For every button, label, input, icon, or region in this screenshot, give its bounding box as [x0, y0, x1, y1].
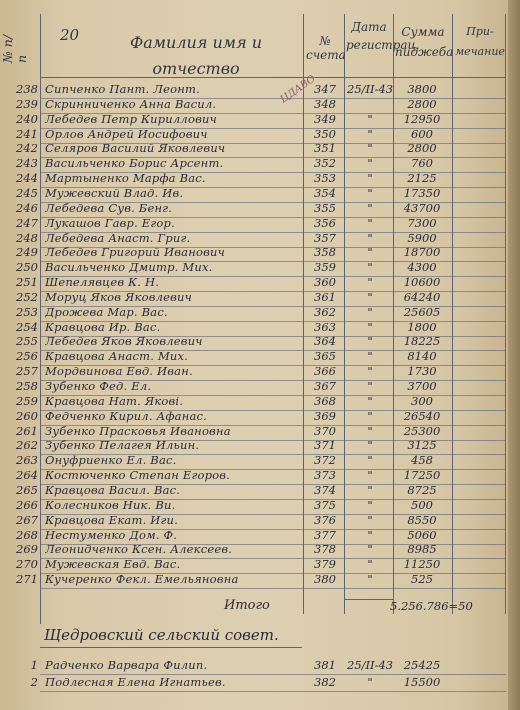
row-name: Кравцова Нат. Якові. — [45, 393, 184, 408]
row-sum: 8985 — [407, 542, 437, 557]
row-name: Мордвинова Евд. Иван. — [45, 364, 193, 379]
row-account: 355 — [314, 200, 336, 215]
row-account: 376 — [314, 512, 336, 527]
row-sum: 43700 — [403, 200, 441, 215]
row-account: 347 — [314, 82, 336, 96]
row-sum: 64240 — [403, 289, 441, 304]
row-sum: 25300 — [403, 423, 441, 438]
row-sum: 18700 — [403, 245, 441, 260]
row-account: 349 — [314, 111, 336, 126]
table-row — [0, 673, 508, 692]
row-number: 238 — [16, 82, 38, 96]
row-number: 266 — [16, 497, 38, 512]
adjacent-page-edge — [508, 0, 520, 710]
row-date: " — [367, 482, 373, 497]
table-row — [0, 656, 508, 675]
row-number: 269 — [16, 542, 38, 557]
row-account: 353 — [314, 171, 336, 186]
row-account: 366 — [314, 364, 336, 379]
row-number: 271 — [16, 572, 38, 587]
row-name: Подлесная Елена Игнатьев. — [45, 675, 226, 689]
row-number: 249 — [16, 245, 38, 260]
row-account: 364 — [314, 334, 336, 349]
row-number: 255 — [16, 334, 38, 349]
row-number: 260 — [16, 408, 38, 423]
row-sum: 17350 — [403, 185, 441, 200]
row-date: " — [367, 215, 373, 230]
row-sum: 3125 — [407, 438, 437, 453]
row-account: 352 — [314, 156, 336, 171]
row-account: 377 — [314, 527, 336, 542]
row-account: 354 — [314, 185, 336, 200]
row-date: " — [367, 364, 373, 379]
row-sum: 8725 — [407, 482, 437, 497]
row-date: " — [367, 126, 373, 141]
row-sum: 5060 — [407, 527, 437, 542]
row-name: Зубенко Прасковья Ивановна — [45, 423, 231, 438]
row-sum: 26540 — [403, 408, 441, 423]
row-account: 381 — [314, 658, 336, 672]
row-sum: 525 — [411, 572, 433, 587]
row-account: 356 — [314, 215, 336, 230]
header-name: Фамилия имя и отчество — [129, 33, 263, 78]
row-account: 365 — [314, 349, 336, 364]
row-sum: 458 — [411, 453, 433, 468]
archive-stamp: ЦДАВО — [278, 73, 318, 106]
row-account: 370 — [314, 423, 336, 438]
row-number: 252 — [16, 289, 38, 304]
row-number: 244 — [16, 171, 38, 186]
row-date: " — [367, 497, 373, 512]
row-date: " — [367, 319, 373, 334]
section-title: Щедровский сельский совет. — [44, 626, 279, 644]
row-name: Лебедева Сув. Бенг. — [45, 200, 173, 215]
row-number: 242 — [16, 141, 38, 156]
row-account: 372 — [314, 453, 336, 468]
row-name: Онуфриенко Ел. Вас. — [45, 453, 177, 468]
row-date: " — [367, 141, 373, 156]
row-account: 357 — [314, 230, 336, 245]
row-name: Колесников Ник. Ви. — [45, 497, 176, 512]
row-name: Селяров Василий Яковлевич — [45, 141, 226, 156]
row-name: Шепелявцев К. Н. — [45, 275, 160, 290]
row-sum: 17250 — [403, 468, 441, 483]
row-sum: 25425 — [403, 658, 441, 672]
row-sum: 760 — [411, 156, 433, 171]
row-sum: 3800 — [407, 82, 437, 96]
row-name: Кравцова Ир. Вас. — [45, 319, 161, 334]
row-number: 258 — [16, 379, 38, 393]
row-name: Васильченко Дмитр. Мих. — [45, 260, 213, 275]
row-number: 270 — [16, 557, 38, 572]
row-date: " — [367, 200, 373, 215]
row-name: Нестуменко Дом. Ф. — [45, 527, 178, 542]
row-account: 361 — [314, 289, 336, 304]
row-name: Лебедев Григорий Иванович — [45, 245, 225, 260]
row-sum: 25605 — [403, 304, 441, 319]
row-number: 241 — [16, 126, 38, 141]
row-date: " — [367, 245, 373, 260]
row-sum: 8140 — [407, 349, 437, 364]
row-account: 358 — [314, 245, 336, 260]
row-account: 371 — [314, 438, 336, 453]
row-date: " — [367, 557, 373, 572]
row-name: Костюченко Степан Егоров. — [45, 468, 231, 483]
row-date: " — [367, 438, 373, 453]
row-date: " — [367, 408, 373, 423]
row-account: 380 — [314, 572, 336, 587]
row-sum: 2800 — [407, 141, 437, 156]
row-name: Мартыненко Марфа Вас. — [45, 171, 206, 186]
row-name: Мужевская Евд. Вас. — [45, 557, 181, 572]
row-number: 268 — [16, 527, 38, 542]
row-account: 348 — [314, 96, 336, 111]
total-label: Итого — [224, 598, 270, 613]
row-number: 259 — [16, 393, 38, 408]
row-sum: 12950 — [403, 111, 441, 126]
row-date: " — [367, 171, 373, 186]
row-number: 256 — [16, 349, 38, 364]
row-date: " — [367, 230, 373, 245]
row-number: 2 — [30, 675, 38, 689]
row-sum: 1800 — [407, 319, 437, 334]
row-number: 239 — [16, 96, 38, 111]
row-date: " — [367, 185, 373, 200]
row-number: 246 — [16, 200, 38, 215]
row-number: 262 — [16, 438, 38, 453]
row-name: Дрожева Мар. Вас. — [45, 304, 168, 319]
header-note: При-мечание — [455, 25, 505, 58]
header-number: № п/п — [0, 34, 29, 63]
row-date: " — [367, 572, 373, 587]
row-sum: 8550 — [407, 512, 437, 527]
row-date: " — [367, 379, 373, 393]
row-number: 253 — [16, 304, 38, 319]
row-date: " — [367, 275, 373, 290]
row-date: " — [367, 111, 373, 126]
row-name: Моруц Яков Яковлевич — [45, 289, 192, 304]
row-sum: 300 — [411, 393, 433, 408]
row-sum: 11250 — [403, 557, 441, 572]
row-sum: 1730 — [407, 364, 437, 379]
row-account: 373 — [314, 468, 336, 483]
row-number: 250 — [16, 260, 38, 275]
row-date: " — [367, 334, 373, 349]
row-number: 263 — [16, 453, 38, 468]
row-date: " — [367, 542, 373, 557]
row-name: Зубенко Фед. Ел. — [45, 379, 152, 393]
row-number: 265 — [16, 482, 38, 497]
row-number: 251 — [16, 275, 38, 290]
row-account: 379 — [314, 557, 336, 572]
row-number: 247 — [16, 215, 38, 230]
row-number: 261 — [16, 423, 38, 438]
row-sum: 18225 — [403, 334, 441, 349]
row-sum: 3700 — [407, 379, 437, 393]
header-account: № счета — [306, 34, 346, 62]
header-date: Дата регистрац. — [346, 20, 420, 52]
row-sum: 4300 — [407, 260, 437, 275]
row-account: 351 — [314, 141, 336, 156]
row-name: Лебедев Яков Яковлевич — [45, 334, 203, 349]
header-rule — [40, 77, 506, 78]
row-date: " — [367, 260, 373, 275]
row-name: Скринниченко Анна Васил. — [45, 96, 217, 111]
row-number: 245 — [16, 185, 38, 200]
row-number: 1 — [30, 658, 38, 672]
row-name: Кравцова Анаст. Мих. — [45, 349, 189, 364]
row-name: Мужевский Влад. Ив. — [45, 185, 184, 200]
row-name: Васильченко Борис Арсент. — [45, 156, 224, 171]
total-value: 5.256.786=50 — [390, 599, 473, 613]
row-account: 350 — [314, 126, 336, 141]
row-sum: 7300 — [407, 215, 437, 230]
row-name: Лебедева Анаст. Григ. — [45, 230, 191, 245]
row-date: 25/II-43 — [347, 658, 394, 672]
row-sum: 15500 — [403, 675, 441, 689]
row-account: 362 — [314, 304, 336, 319]
row-name: Кравцова Екат. Иги. — [45, 512, 179, 527]
row-date: " — [367, 304, 373, 319]
row-account: 360 — [314, 275, 336, 290]
row-account: 368 — [314, 393, 336, 408]
row-rule — [40, 588, 506, 589]
row-rule — [40, 691, 506, 692]
row-date: " — [367, 289, 373, 304]
row-account: 378 — [314, 542, 336, 557]
row-name: Лукашов Гавр. Егор. — [45, 215, 175, 230]
row-sum: 500 — [411, 497, 433, 512]
row-date: " — [367, 468, 373, 483]
total-rule — [344, 599, 393, 600]
row-name: Лебедев Петр Кириллович — [45, 111, 217, 126]
row-name: Зубенко Пелагея Ильин. — [45, 438, 200, 453]
row-name: Орлов Андрей Иосифович — [45, 126, 208, 141]
row-number: 257 — [16, 364, 38, 379]
row-sum: 600 — [411, 126, 433, 141]
row-date: " — [367, 453, 373, 468]
row-name: Кравцова Васил. Вас. — [45, 482, 181, 497]
row-account: 382 — [314, 675, 336, 689]
row-name: Федченко Кирил. Афанас. — [45, 408, 208, 423]
row-sum: 2800 — [407, 96, 437, 111]
row-account: 359 — [314, 260, 336, 275]
row-name: Радченко Варвара Филип. — [45, 658, 208, 672]
row-date: " — [367, 393, 373, 408]
row-number: 248 — [16, 230, 38, 245]
row-date: " — [367, 156, 373, 171]
row-name: Леонидченко Ксен. Алексеев. — [45, 542, 233, 557]
row-date: " — [367, 349, 373, 364]
row-name: Кучеренко Фекл. Емельяновна — [45, 572, 239, 587]
row-number: 240 — [16, 111, 38, 126]
row-number: 264 — [16, 468, 38, 483]
row-account: 375 — [314, 497, 336, 512]
row-date: " — [367, 423, 373, 438]
section-underline — [40, 647, 302, 648]
header-sum: Сумма пиджеба — [395, 25, 454, 59]
row-date: 25/II-43 — [347, 82, 394, 96]
row-sum: 2125 — [407, 171, 437, 186]
row-date: " — [367, 512, 373, 527]
row-number: 254 — [16, 319, 38, 334]
row-date: " — [367, 527, 373, 542]
row-number: 243 — [16, 156, 38, 171]
row-account: 363 — [314, 319, 336, 334]
row-date: " — [367, 675, 373, 689]
row-account: 369 — [314, 408, 336, 423]
table-row — [0, 570, 508, 589]
row-sum: 5900 — [407, 230, 437, 245]
row-name: Сипченко Пант. Леонт. — [45, 82, 200, 96]
row-sum: 10600 — [403, 275, 441, 290]
row-account: 367 — [314, 379, 336, 393]
header-mark: 20 — [60, 26, 80, 44]
row-number: 267 — [16, 512, 38, 527]
row-account: 374 — [314, 482, 336, 497]
